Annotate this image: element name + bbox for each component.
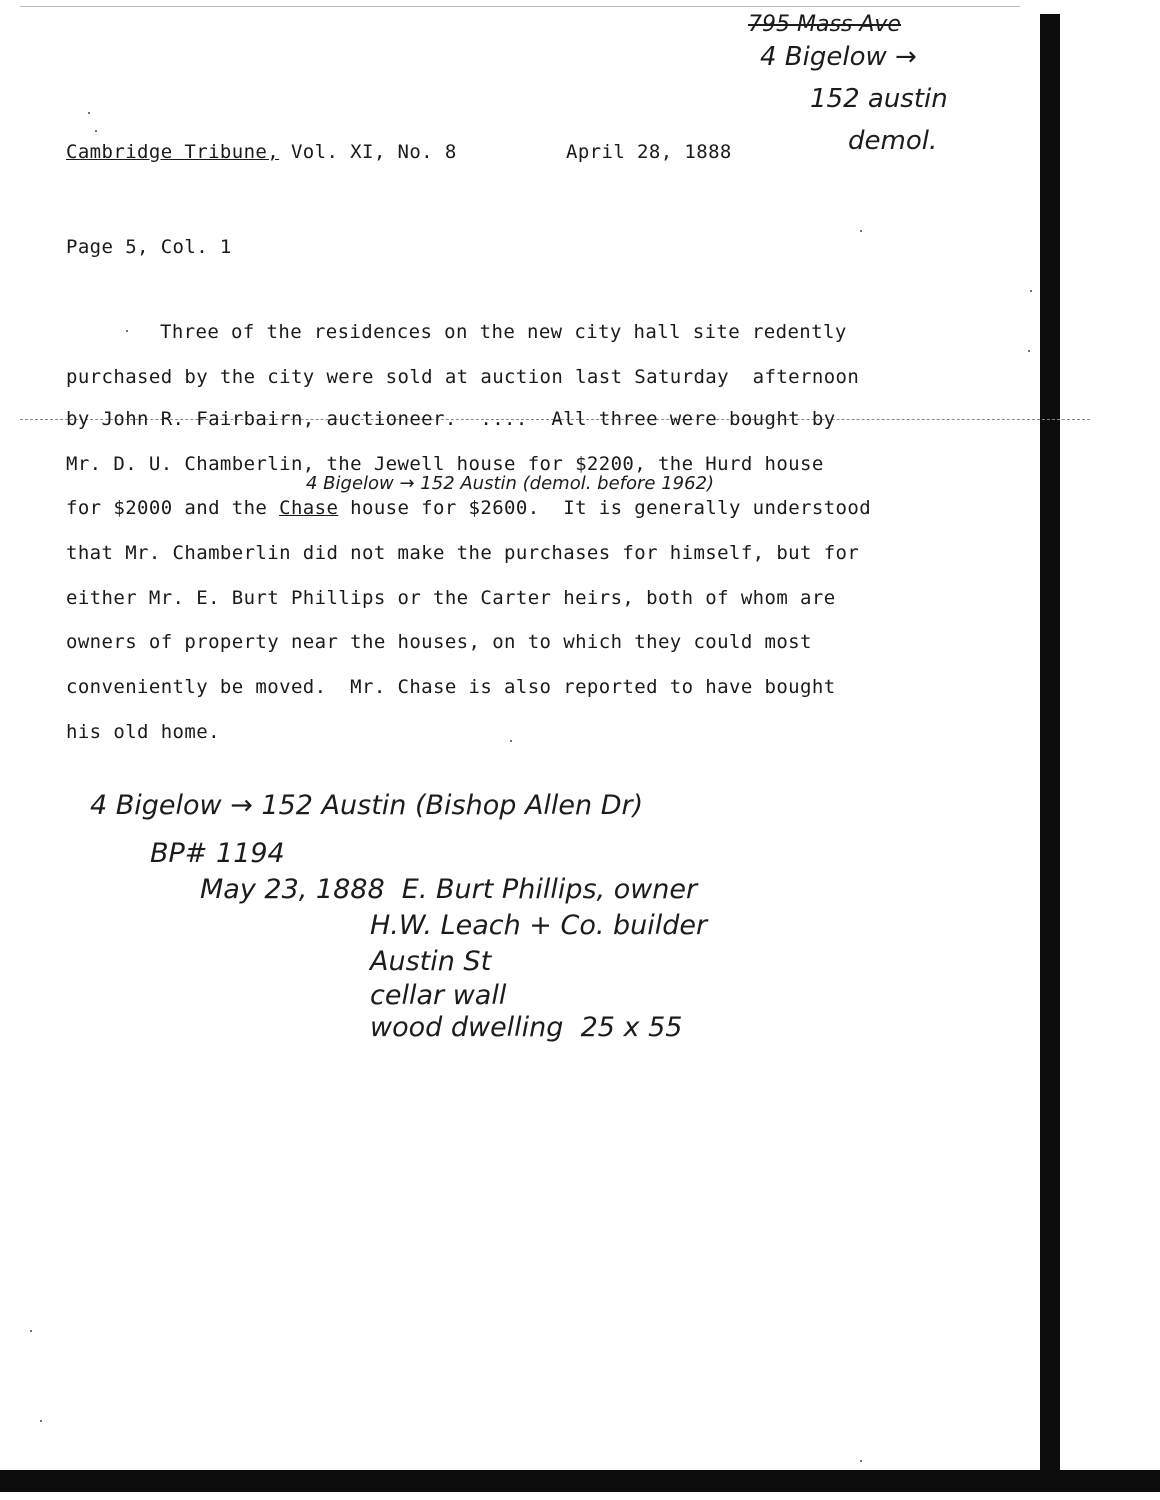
body-line-6: that Mr. Chamberlin did not make the purchases for himself, but for — [66, 542, 860, 564]
body-line-4: Mr. D. U. Chamberlin, the Jewell house for $2200, the Hurd house — [66, 453, 824, 475]
scan-speck — [88, 112, 90, 114]
body-line-7: either Mr. E. Burt Phillips or the Carter heirs, both of whom are — [66, 587, 836, 609]
scan-speck — [1030, 290, 1032, 292]
handwritten-note-7: wood dwelling 25 x 55 — [370, 1012, 683, 1043]
scan-speck — [40, 1420, 42, 1422]
scan-speck — [1028, 350, 1030, 352]
body-line-10: his old home. — [66, 721, 220, 743]
scan-speck — [860, 230, 862, 232]
scan-speck — [30, 1330, 32, 1332]
volume-number: Vol. XI, No. 8 — [290, 141, 457, 163]
scan-bottom-edge — [0, 1470, 1160, 1492]
handwritten-note-1: 4 Bigelow → 152 Austin (Bishop Allen Dr) — [90, 790, 644, 821]
scan-speck — [126, 330, 128, 332]
handwritten-top-line1: 4 Bigelow → — [760, 42, 917, 72]
body-line-5: for $2000 and the Chase house for $2600. It is generally understood — [66, 497, 872, 519]
page-column: Page 5, Col. 1 — [66, 236, 232, 258]
scan-speck — [95, 130, 97, 132]
publication-name: Cambridge Tribune, — [66, 141, 280, 163]
scan-speck — [860, 1460, 862, 1462]
handwritten-top-line3: demol. — [848, 126, 938, 156]
body-line-1: Three of the residences on the new city hall site redently — [160, 321, 847, 343]
handwritten-note-3: May 23, 1888 E. Burt Phillips, owner — [200, 874, 698, 905]
scan-speck — [510, 740, 512, 742]
citation-header — [66, 143, 457, 162]
publication-date: April 28, 1888 — [566, 141, 732, 163]
scan-top-edge — [20, 6, 1020, 7]
handwritten-top-line2: 152 austin — [810, 84, 948, 114]
body-line-3: by John R. Fairbairn, auctioneer. .... All three were bought by — [66, 408, 836, 430]
body-line-9: conveniently be moved. Mr. Chase is also reported to have bought — [66, 676, 836, 698]
handwritten-struck-address: 795 Mass Ave — [748, 12, 901, 37]
body-line-2: purchased by the city were sold at auction last Saturday afternoon — [66, 366, 860, 388]
underlined-chase: Chase — [279, 497, 339, 519]
handwritten-note-5: Austin St — [370, 946, 492, 977]
handwritten-inline-note: 4 Bigelow → 152 Austin (demol. before 1962) — [306, 473, 715, 494]
handwritten-note-2: BP# 1194 — [150, 838, 285, 869]
handwritten-note-6: cellar wall — [370, 980, 507, 1011]
body-line-8: owners of property near the houses, on to which they could most — [66, 631, 812, 653]
scan-right-edge — [1040, 14, 1060, 1474]
handwritten-note-4: H.W. Leach + Co. builder — [370, 910, 708, 941]
